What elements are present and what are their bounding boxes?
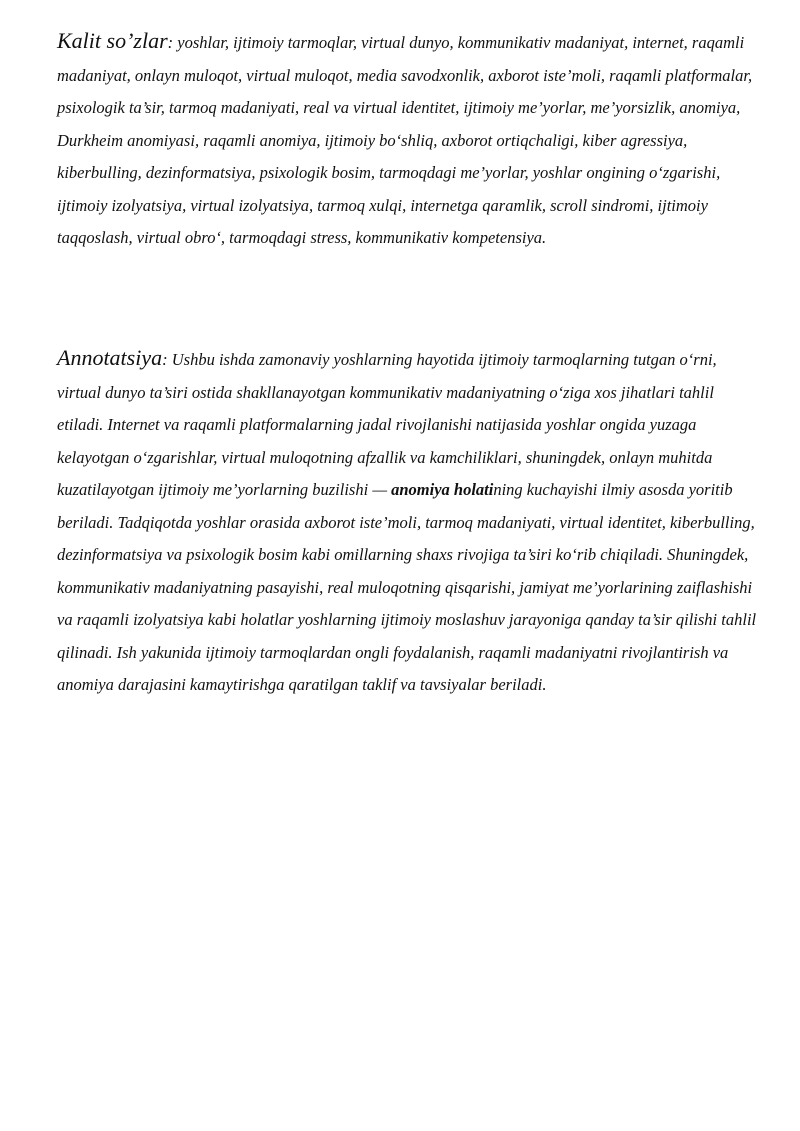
keywords-separator: : xyxy=(167,33,178,52)
annotation-bold-term: anomiya holati xyxy=(391,480,494,499)
keywords-text: yoshlar, ijtimoiy tarmoqlar, virtual dunyo, kommunikativ madaniyat, internet, raqamli madaniyat, onlayn muloqot, virtual muloqot, media savodxonlik, axborot iste’moli, raqamli platformalar, psixologik ta’sir, tarmoq madaniyati, real va virtual identitet, ijtimoiy me’yorlar, me’yorsizlik, anomiya, Durkheim anomiyasi, raqamli anomiya, ijtimoiy bo‘shliq, axborot ortiqchaligi, kiber agressiya, kiberbulling, dezinformatsiya, psixologik bosim, tarmoqdagi me’yorlar, yoshlar ongining o‘zgarishi, ijtimoiy izolyatsiya, virtual izolyatsiya, tarmoq xulqi, internetga qaramlik, scroll sindromi, ijtimoiy taqqoslash, virtual obro‘, tarmoqdagi stress, kommunikativ kompetensiya. xyxy=(57,33,753,247)
keywords-paragraph xyxy=(57,25,763,255)
keywords-heading: Kalit so’zlar xyxy=(57,28,168,53)
annotation-text-start: Ushbu ishda zamonaviy yoshlarning hayotida ijtimoiy tarmoqlarning tutgan o‘rni, virtual dunyo ta’siri ostida shakllanayotgan kommunikativ madaniyatning o‘ziga xos jihatlari tahlil etiladi. Internet va raqamli platformalarning jadal rivojlanishi natijasida yoshlar ongida yuzaga kelayotgan o‘zgarishlar, virtual muloqotning afzallik va kamchiliklari, shuningdek, onlayn muhitda kuzatilayotgan ijtimoiy me’yorlarning buzilishi — xyxy=(57,350,717,499)
annotation-heading: Annotatsiya xyxy=(57,345,163,370)
annotation-text-end: ning kuchayishi ilmiy asosda yoritib beriladi. Tadqiqotda yoshlar orasida axborot iste’moli, tarmoq madaniyati, virtual identitet, kiberbulling, dezinformatsiya va psixologik bosim kabi omillarning shaxs rivojiga ta’siri ko‘rib chiqiladi. Shuningdek, kommunikativ madaniyatning pasayishi, real muloqotning qisqarishi, jamiyat me’yorlarining zaiflashishi va raqamli izolyatsiya kabi holatlar yoshlarning ijtimoiy moslashuv jarayoniga qanday ta’sir qilishi tahlil qilinadi. Ish yakunida ijtimoiy tarmoqlardan ongli foydalanish, raqamli madaniyatni rivojlantirish va anomiya darajasini kamaytirishga qaratilgan taklif va tavsiyalar beriladi. xyxy=(57,480,757,694)
annotation-paragraph xyxy=(57,342,763,702)
annotation-separator: : xyxy=(162,350,172,369)
